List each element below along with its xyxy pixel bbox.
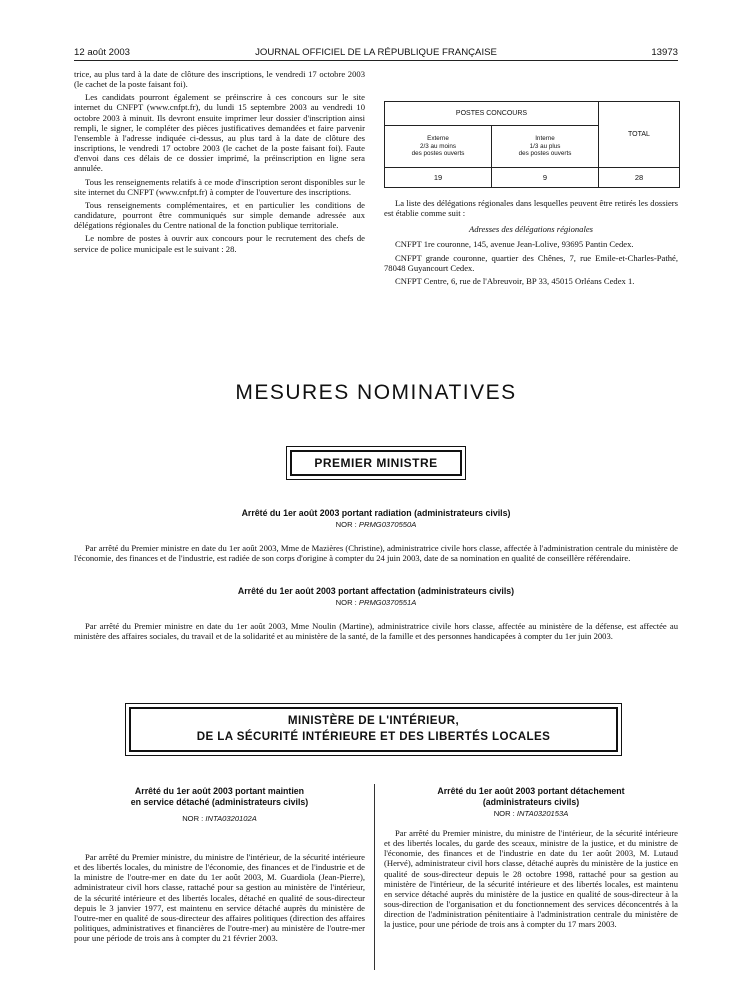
paragraph: trice, au plus tard à la date de clôture des inscriptions, le vendredi 17 octobre 2003 (le cachet de la poste faisant foi). [74, 69, 365, 90]
ministere-interieur-title: MINISTÈRE DE L'INTÉRIEUR, DE LA SÉCURITÉ INTÉRIEURE ET DES LIBERTÉS LOCALES [129, 707, 618, 752]
arrete-affectation-nor: NOR : PRMG0370551A [335, 598, 417, 607]
left-column [74, 69, 365, 257]
arrete-radiation-nor: NOR : PRMG0370550A [335, 520, 417, 529]
address-item: CNFPT 1re couronne, 145, avenue Jean-Lolive, 93695 Pantin Cedex. [395, 239, 634, 250]
intro-text: La liste des délégations régionales dans lesquelles peuvent être retirés les dossiers est établie comme suit : [384, 198, 678, 219]
table-cell-interne: Interne 1/3 au plus des postes ouverts [492, 126, 599, 168]
section-title: MESURES NOMINATIVES [235, 381, 517, 404]
arrete-radiation-title: Arrêté du 1er août 2003 portant radiation (administrateurs civils) [241, 508, 511, 518]
addresses-heading: Adresses des délégations régionales [468, 224, 594, 235]
paragraph: Tous les renseignements relatifs à ce mode d'inscription seront disponibles sur le site internet du CNFPT (www.cnfpt.fr) à compter de l'ouverture des inscriptions. [74, 176, 365, 197]
ministere-interieur-box [125, 703, 622, 756]
paragraph: Le nombre de postes à ouvrir aux concours pour le recrutement des chefs de service de police municipale est le suivant : 28. [74, 233, 365, 254]
premier-ministre-box [286, 446, 466, 480]
table-value-externe: 19 [385, 168, 492, 188]
postes-concours-table [384, 101, 680, 188]
header-page-number: 13973 [651, 47, 678, 58]
table-header-postes: POSTES CONCOURS [385, 102, 599, 126]
arrete-detachement-text: Par arrêté du Premier ministre, du ministre de l'intérieur, de la sécurité intérieure et des libertés locales, du garde des sceaux, ministre de la justice, et du ministre de l'économie, des finances et de l'industrie en date du 1er août 2003, M. Lutaud (Hervé), administrateur civil hors classe, détaché auprès du ministère de la justice en qualité de sous-directeur depuis le 28 octobre 1998, rattaché pour sa gestion au ministère de l'intérieur, de la sécurité intérieure et des libertés locales, est maintenu en service détaché auprès du ministère de la justice en qualité de sous-directeur à la sous-direction de l'organisation et du fonctionnement des services déconcentrés à la direction de l'administration pénitentiaire à l'administration centrale du ministère de la justice, pour une période de trois ans à compter du 17 mars 2003. [384, 828, 678, 930]
arrete-maintien-title: Arrêté du 1er août 2003 portant maintien en service détaché (administrateurs civils) [130, 786, 309, 807]
arrete-detachement-title: Arrêté du 1er août 2003 portant détachement (administrateurs civils) [437, 786, 625, 807]
header-rule [74, 60, 678, 61]
arrete-maintien-text: Par arrêté du Premier ministre, du ministre de l'intérieur, de la sécurité intérieure et des libertés locales, du ministre de l'économie, des finances et de l'industrie et de la ministre de l'outre-mer en date du 1er août 2003, M. Guardiola (Jean-Pierre), administrateur civil hors classe, rattaché pour sa gestion au ministère de l'intérieur, de la sécurité intérieure et des libertés locales, détaché en qualité de sous-directeur depuis le 3 janvier 1977, est maintenu en service détaché auprès du ministère de l'outre-mer en qualité de sous-directeur des affaires politiques (direction des affaires politiques, administratives et financières de l'outre-mer) au ministère de l'outre-mer pour une période de trois ans à compter du 21 février 2003. [74, 852, 365, 944]
address-item: CNFPT Centre, 6, rue de l'Abreuvoir, BP 33, 45015 Orléans Cedex 1. [395, 275, 635, 286]
table-header-total: TOTAL [599, 102, 680, 168]
arrete-maintien-nor: NOR : INTA0320102A [182, 814, 257, 823]
column-divider [374, 784, 375, 970]
header-journal-title: JOURNAL OFFICIEL DE LA RÉPUBLIQUE FRANÇAISE [255, 47, 497, 58]
paragraph: Les candidats pourront également se préinscrire à ces concours sur le site internet du CNFPT (www.cnfpt.fr), du lundi 15 septembre 2003 au vendredi 10 octobre 2003 à minuit. Ils devront ensuite imprimer leur dossier d'inscription ainsi rempli, le signer, le compléter des pièces justificatives demandées et faire parvenir l'ensemble à l'adresse indiquée ci-dessus, au plus tard à la date de clôture des inscriptions, le vendredi 17 octobre 2003 (le cachet de la poste faisant foi). Faute d'envoi dans ces délais de ce dossier imprimé, la préinscription en ligne sera annulée. [74, 92, 365, 174]
arrete-affectation-text: Par arrêté du Premier ministre en date du 1er août 2003, Mme Noulin (Martine), administratrice civile hors classe, affectée au ministère de la défense, est affectée au ministère des affaires sociales, du travail et de la solidarité et au ministère de la santé, de la famille et des personnes handicapées à compter du 1er juin 2003. [74, 621, 678, 642]
header-date: 12 août 2003 [74, 47, 131, 58]
premier-ministre-title: PREMIER MINISTRE [290, 450, 462, 476]
table-value-total: 28 [599, 168, 680, 188]
right-column [384, 198, 678, 289]
arrete-radiation-text: Par arrêté du Premier ministre en date du 1er août 2003, Mme de Mazières (Christine), administratrice civile hors classe, affectée à l'administration centrale du ministère de l'économie, des finances et de l'industrie, est radiée de son corps d'origine à compter du 24 juin 2003, date de sa nomination en qualité de conseillère référendaire. [74, 543, 678, 564]
arrete-affectation-title: Arrêté du 1er août 2003 portant affectation (administrateurs civils) [237, 586, 515, 596]
paragraph: Tous renseignements complémentaires, et en particulier les conditions de candidature, pourront être communiqués sur simple demande adressée aux délégations régionales du Centre national de la fonction publique territoriale. [74, 199, 365, 231]
table-cell-externe: Externe 2/3 au moins des postes ouverts [385, 126, 492, 168]
table-value-interne: 9 [492, 168, 599, 188]
arrete-detachement-nor: NOR : INTA0320153A [493, 809, 569, 818]
address-item: CNFPT grande couronne, quartier des Chênes, 7, rue Emile-et-Charles-Pathé, 78048 Guyancourt Cedex. [384, 252, 678, 273]
